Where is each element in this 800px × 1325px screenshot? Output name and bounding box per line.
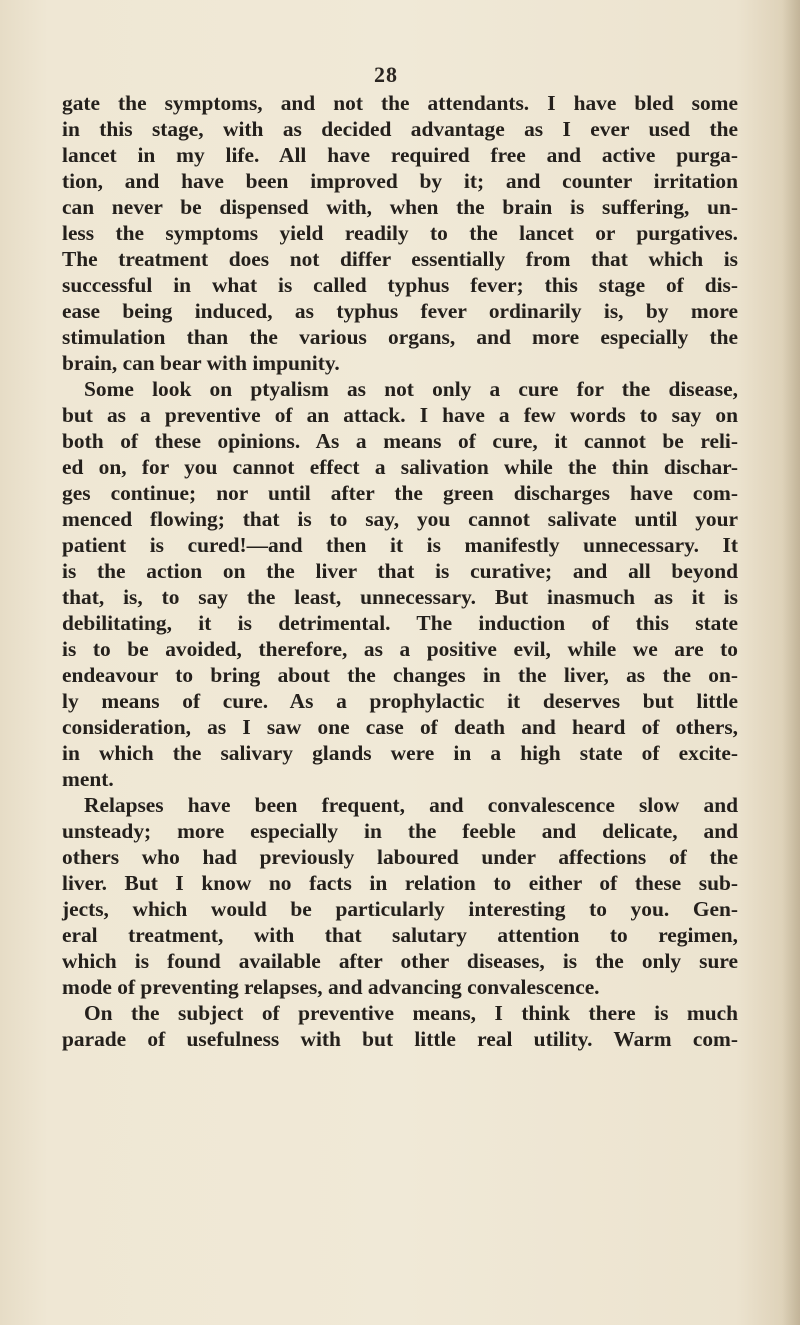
text-line: mode of preventing relapses, and advancing convalescence.	[62, 975, 600, 999]
text-line: that, is, to say the least, unnecessary. But inasmuch as it is	[62, 585, 738, 609]
text-line: jects, which would be particularly interesting to you. Gen-	[62, 897, 738, 921]
text-line: is to be avoided, therefore, as a positive evil, while we are to	[62, 637, 738, 661]
text-line: gate the symptoms, and not the attendants. I have bled some	[62, 91, 738, 115]
text-line: eral treatment, with that salutary attention to regimen,	[62, 923, 738, 947]
text-line: tion, and have been improved by it; and counter irritation	[62, 169, 738, 193]
text-line: both of these opinions. As a means of cure, it cannot be reli-	[62, 429, 738, 453]
text-line: ment.	[62, 767, 114, 791]
text-line: stimulation than the various organs, and more especially the	[62, 325, 738, 349]
text-line: lancet in my life. All have required free and active purga-	[62, 143, 738, 167]
text-line: is the action on the liver that is curative; and all beyond	[62, 559, 738, 583]
page-edge-shadow	[782, 0, 800, 1325]
text-line: which is found available after other diseases, is the only sure	[62, 949, 738, 973]
text-line: brain, can bear with impunity.	[62, 351, 340, 375]
text-line: unsteady; more especially in the feeble and delicate, and	[62, 819, 738, 843]
text-line: Some look on ptyalism as not only a cure for the disease,	[84, 377, 738, 401]
text-line: ed on, for you cannot effect a salivation while the thin dischar-	[62, 455, 738, 479]
body-text	[62, 90, 738, 1052]
text-line: consideration, as I saw one case of death and heard of others,	[62, 715, 738, 739]
text-line: in which the salivary glands were in a high state of excite-	[62, 741, 738, 765]
text-line: On the subject of preventive means, I think there is much	[84, 1001, 738, 1025]
text-line: patient is cured!—and then it is manifestly unnecessary. It	[62, 533, 738, 557]
text-line: parade of usefulness with but little real utility. Warm com-	[62, 1027, 738, 1051]
text-line: successful in what is called typhus fever; this stage of dis-	[62, 273, 738, 297]
text-line: others who had previously laboured under affections of the	[62, 845, 738, 869]
text-line: less the symptoms yield readily to the lancet or purgatives.	[62, 221, 738, 245]
text-line: in this stage, with as decided advantage as I ever used the	[62, 117, 738, 141]
text-line: ges continue; nor until after the green discharges have com-	[62, 481, 738, 505]
text-line: menced flowing; that is to say, you cannot salivate until your	[62, 507, 738, 531]
text-line: can never be dispensed with, when the brain is suffering, un-	[62, 195, 738, 219]
text-line: Relapses have been frequent, and convalescence slow and	[84, 793, 738, 817]
text-line: ly means of cure. As a prophylactic it deserves but little	[62, 689, 738, 713]
text-line: endeavour to bring about the changes in the liver, as the on-	[62, 663, 738, 687]
text-line: ease being induced, as typhus fever ordinarily is, by more	[62, 299, 738, 323]
text-line: liver. But I know no facts in relation to either of these sub-	[62, 871, 738, 895]
page-number: 28	[374, 62, 398, 87]
text-line: The treatment does not differ essentially from that which is	[62, 247, 738, 271]
text-line: debilitating, it is detrimental. The induction of this state	[62, 611, 738, 635]
text-line: but as a preventive of an attack. I have a few words to say on	[62, 403, 738, 427]
